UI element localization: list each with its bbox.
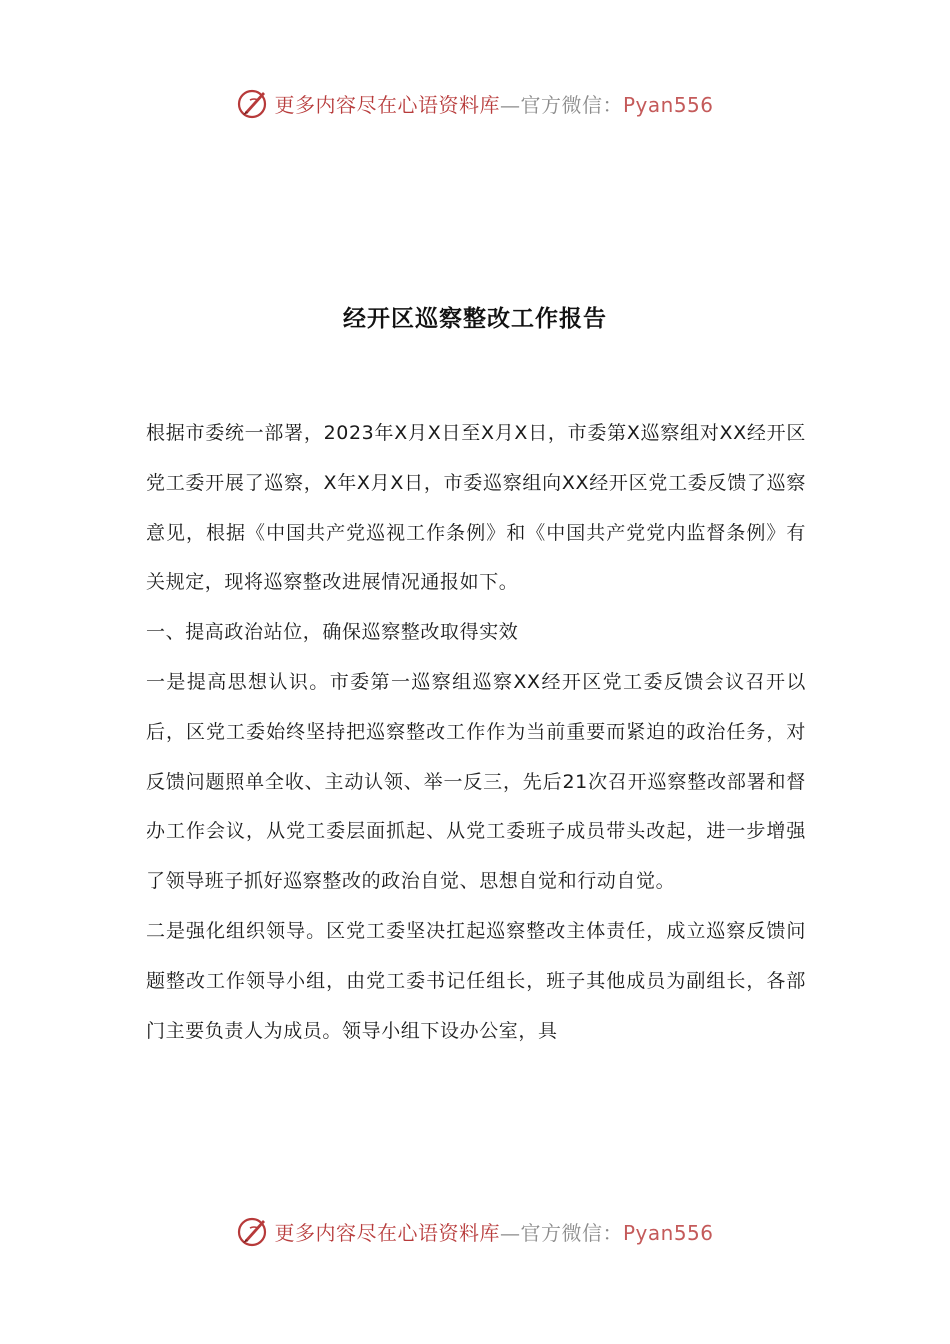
header-banner [0,83,950,123]
banner-text [274,1217,713,1246]
footer-banner [0,1211,950,1251]
quill-pen-icon [236,1214,270,1248]
banner-text [274,89,713,118]
banner-wechat-label: 官方微信： [520,1220,623,1245]
section-heading-1: 一、提高政治站位，确保巡察整改取得实效 [146,621,519,644]
banner-wechat-label: 官方微信： [520,92,623,117]
body-paragraph-intro: 根据市委统一部署，2023年X月X日至X月X日，市委第X巡察组对XX经开区党工委开展了巡察，X年X月X日，市委巡察组向XX经开区党工委反馈了巡察意见，根据《中国共产党巡视工作条例》和《中国共产党党内监督条例》有关规定，现将巡察整改进展情况通报如下。 [146,422,806,594]
banner-dash: — [499,1220,521,1245]
document-body [146,409,806,1056]
banner-dash: — [499,92,521,117]
banner-site-name: 更多内容尽在心语资料库 [274,92,500,117]
body-paragraph-1: 一是提高思想认识。市委第一巡察组巡察XX经开区党工委反馈会议召开以后，区党工委始终坚持把巡察整改工作作为当前重要而紧迫的政治任务，对反馈问题照单全收、主动认领、举一反三，先后21次召开巡察整改部署和督办工作会议，从党工委层面抓起、从党工委班子成员带头改起，进一步增强了领导班子抓好巡察整改的政治自觉、思想自觉和行动自觉。 [146,670,806,893]
document-title: 经开区巡察整改工作报告 [343,305,607,332]
body-paragraph-2: 二是强化组织领导。区党工委坚决扛起巡察整改主体责任，成立巡察反馈问题整改工作领导小组，由党工委书记任组长，班子其他成员为副组长，各部门主要负责人为成员。领导小组下设办公室，具 [146,919,806,1042]
banner-wechat-account: Pyan556 [622,1220,714,1245]
quill-pen-icon [236,86,270,120]
banner-site-name: 更多内容尽在心语资料库 [274,1220,500,1245]
banner-wechat-account: Pyan556 [622,92,714,117]
